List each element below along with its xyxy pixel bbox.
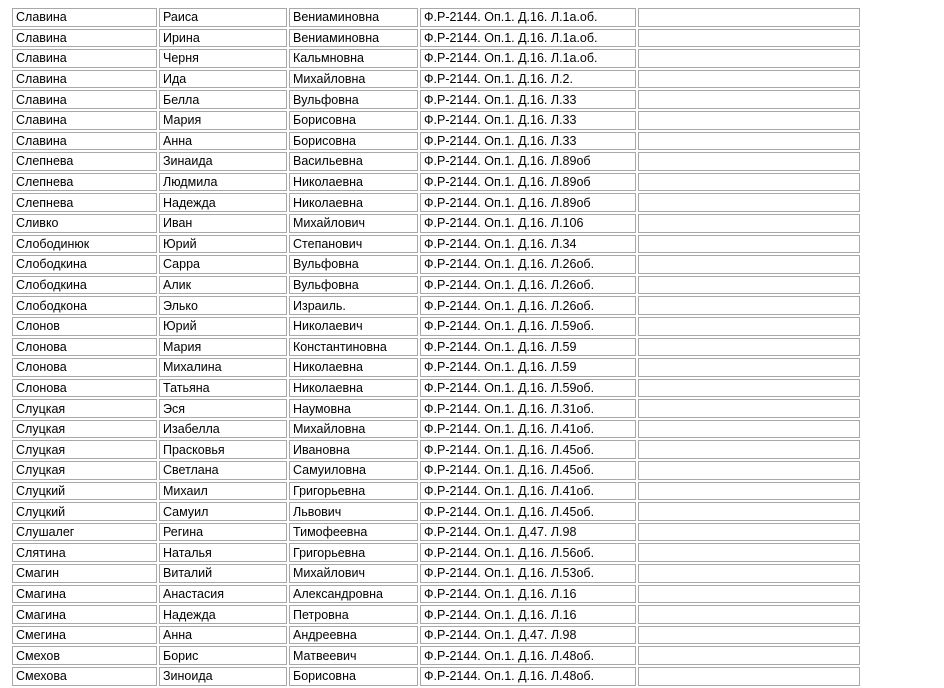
table-row xyxy=(12,379,860,398)
archive-reference-cell: Ф.Р-2144. Оп.1. Д.16. Л.33 xyxy=(420,90,636,109)
surname-cell: Славина xyxy=(12,29,157,48)
archive-reference-cell: Ф.Р-2144. Оп.1. Д.16. Л.45об. xyxy=(420,502,636,521)
surname-cell: Слонов xyxy=(12,317,157,336)
table-row xyxy=(12,276,860,295)
surname-cell: Славина xyxy=(12,8,157,27)
empty-cell xyxy=(638,193,860,212)
archive-reference-cell: Ф.Р-2144. Оп.1. Д.16. Л.33 xyxy=(420,111,636,130)
table-row xyxy=(12,338,860,357)
patronymic-cell: Вениаминовна xyxy=(289,8,418,27)
archive-reference-cell: Ф.Р-2144. Оп.1. Д.16. Л.89об xyxy=(420,193,636,212)
archive-reference-cell: Ф.Р-2144. Оп.1. Д.47. Л.98 xyxy=(420,626,636,645)
patronymic-cell: Константиновна xyxy=(289,338,418,357)
first-name-cell: Юрий xyxy=(159,317,287,336)
first-name-cell: Алик xyxy=(159,276,287,295)
first-name-cell: Виталий xyxy=(159,564,287,583)
first-name-cell: Черня xyxy=(159,49,287,68)
empty-cell xyxy=(638,132,860,151)
empty-cell xyxy=(638,420,860,439)
empty-cell xyxy=(638,235,860,254)
archive-reference-cell: Ф.Р-2144. Оп.1. Д.16. Л.59 xyxy=(420,338,636,357)
first-name-cell: Юрий xyxy=(159,235,287,254)
empty-cell xyxy=(638,8,860,27)
archive-reference-cell: Ф.Р-2144. Оп.1. Д.16. Л.59об. xyxy=(420,317,636,336)
surname-cell: Смагин xyxy=(12,564,157,583)
table-row xyxy=(12,214,860,233)
table-row xyxy=(12,420,860,439)
archive-reference-cell: Ф.Р-2144. Оп.1. Д.16. Л.1а.об. xyxy=(420,29,636,48)
first-name-cell: Самуил xyxy=(159,502,287,521)
empty-cell xyxy=(638,255,860,274)
archive-reference-cell: Ф.Р-2144. Оп.1. Д.16. Л.53об. xyxy=(420,564,636,583)
empty-cell xyxy=(638,29,860,48)
first-name-cell: Белла xyxy=(159,90,287,109)
table-row xyxy=(12,482,860,501)
empty-cell xyxy=(638,276,860,295)
table-row xyxy=(12,523,860,542)
patronymic-cell: Кальмновна xyxy=(289,49,418,68)
surname-cell: Славина xyxy=(12,111,157,130)
surname-cell: Слонова xyxy=(12,338,157,357)
empty-cell xyxy=(638,70,860,89)
empty-cell xyxy=(638,49,860,68)
surname-cell: Славина xyxy=(12,49,157,68)
surname-cell: Слуцкая xyxy=(12,440,157,459)
archive-reference-cell: Ф.Р-2144. Оп.1. Д.16. Л.16 xyxy=(420,585,636,604)
patronymic-cell: Михайлович xyxy=(289,564,418,583)
archive-reference-cell: Ф.Р-2144. Оп.1. Д.47. Л.98 xyxy=(420,523,636,542)
archive-reference-cell: Ф.Р-2144. Оп.1. Д.16. Л.26об. xyxy=(420,276,636,295)
archive-reference-cell: Ф.Р-2144. Оп.1. Д.16. Л.59об. xyxy=(420,379,636,398)
surname-cell: Смехов xyxy=(12,646,157,665)
patronymic-cell: Самуиловна xyxy=(289,461,418,480)
first-name-cell: Эся xyxy=(159,399,287,418)
empty-cell xyxy=(638,461,860,480)
first-name-cell: Борис xyxy=(159,646,287,665)
patronymic-cell: Васильевна xyxy=(289,152,418,171)
empty-cell xyxy=(638,111,860,130)
archive-reference-cell: Ф.Р-2144. Оп.1. Д.16. Л.41об. xyxy=(420,420,636,439)
table-row xyxy=(12,667,860,686)
empty-cell xyxy=(638,585,860,604)
archive-reference-cell: Ф.Р-2144. Оп.1. Д.16. Л.26об. xyxy=(420,255,636,274)
empty-cell xyxy=(638,646,860,665)
table-row xyxy=(12,193,860,212)
first-name-cell: Анастасия xyxy=(159,585,287,604)
patronymic-cell: Степанович xyxy=(289,235,418,254)
archive-reference-cell: Ф.Р-2144. Оп.1. Д.16. Л.41об. xyxy=(420,482,636,501)
empty-cell xyxy=(638,358,860,377)
surname-cell: Слуцкий xyxy=(12,482,157,501)
surname-cell: Славина xyxy=(12,132,157,151)
table-row xyxy=(12,173,860,192)
surname-cell: Слонова xyxy=(12,358,157,377)
empty-cell xyxy=(638,296,860,315)
surname-cell: Слуцкая xyxy=(12,399,157,418)
table-row xyxy=(12,70,860,89)
surname-cell: Слободкона xyxy=(12,296,157,315)
archive-reference-cell: Ф.Р-2144. Оп.1. Д.16. Л.34 xyxy=(420,235,636,254)
surname-cell: Смегина xyxy=(12,626,157,645)
table-row xyxy=(12,235,860,254)
first-name-cell: Людмила xyxy=(159,173,287,192)
table-row xyxy=(12,8,860,27)
patronymic-cell: Николаевна xyxy=(289,173,418,192)
surname-cell: Слепнева xyxy=(12,173,157,192)
surname-cell: Слонова xyxy=(12,379,157,398)
archive-reference-cell: Ф.Р-2144. Оп.1. Д.16. Л.48об. xyxy=(420,646,636,665)
empty-cell xyxy=(638,317,860,336)
table-row xyxy=(12,543,860,562)
first-name-cell: Мария xyxy=(159,111,287,130)
archive-reference-cell: Ф.Р-2144. Оп.1. Д.16. Л.2. xyxy=(420,70,636,89)
first-name-cell: Прасковья xyxy=(159,440,287,459)
first-name-cell: Зинаида xyxy=(159,152,287,171)
patronymic-cell: Ивановна xyxy=(289,440,418,459)
patronymic-cell: Наумовна xyxy=(289,399,418,418)
first-name-cell: Наталья xyxy=(159,543,287,562)
table-row xyxy=(12,296,860,315)
table-row xyxy=(12,440,860,459)
first-name-cell: Иван xyxy=(159,214,287,233)
empty-cell xyxy=(638,214,860,233)
patronymic-cell: Вениаминовна xyxy=(289,29,418,48)
table-row xyxy=(12,111,860,130)
patronymic-cell: Михайловна xyxy=(289,70,418,89)
table-row xyxy=(12,255,860,274)
empty-cell xyxy=(638,502,860,521)
records-table xyxy=(10,6,862,688)
surname-cell: Сливко xyxy=(12,214,157,233)
surname-cell: Славина xyxy=(12,70,157,89)
patronymic-cell: Израиль. xyxy=(289,296,418,315)
table-row xyxy=(12,132,860,151)
first-name-cell: Надежда xyxy=(159,605,287,624)
patronymic-cell: Михайловна xyxy=(289,420,418,439)
table-row xyxy=(12,605,860,624)
patronymic-cell: Андреевна xyxy=(289,626,418,645)
patronymic-cell: Александровна xyxy=(289,585,418,604)
patronymic-cell: Вульфовна xyxy=(289,90,418,109)
surname-cell: Смехова xyxy=(12,667,157,686)
table-row xyxy=(12,29,860,48)
table-row xyxy=(12,399,860,418)
first-name-cell: Михаил xyxy=(159,482,287,501)
table-row xyxy=(12,626,860,645)
first-name-cell: Надежда xyxy=(159,193,287,212)
first-name-cell: Ида xyxy=(159,70,287,89)
surname-cell: Слушалег xyxy=(12,523,157,542)
archive-reference-cell: Ф.Р-2144. Оп.1. Д.16. Л.59 xyxy=(420,358,636,377)
patronymic-cell: Львович xyxy=(289,502,418,521)
patronymic-cell: Николаевна xyxy=(289,193,418,212)
empty-cell xyxy=(638,626,860,645)
table-row xyxy=(12,317,860,336)
patronymic-cell: Николаевна xyxy=(289,379,418,398)
first-name-cell: Раиса xyxy=(159,8,287,27)
patronymic-cell: Борисовна xyxy=(289,667,418,686)
archive-reference-cell: Ф.Р-2144. Оп.1. Д.16. Л.89об xyxy=(420,173,636,192)
records-table-body xyxy=(12,8,860,686)
surname-cell: Слепнева xyxy=(12,152,157,171)
archive-reference-cell: Ф.Р-2144. Оп.1. Д.16. Л.31об. xyxy=(420,399,636,418)
empty-cell xyxy=(638,440,860,459)
archive-reference-cell: Ф.Р-2144. Оп.1. Д.16. Л.48об. xyxy=(420,667,636,686)
empty-cell xyxy=(638,152,860,171)
empty-cell xyxy=(638,482,860,501)
patronymic-cell: Григорьевна xyxy=(289,543,418,562)
empty-cell xyxy=(638,543,860,562)
first-name-cell: Светлана xyxy=(159,461,287,480)
patronymic-cell: Григорьевна xyxy=(289,482,418,501)
surname-cell: Слятина xyxy=(12,543,157,562)
archive-reference-cell: Ф.Р-2144. Оп.1. Д.16. Л.33 xyxy=(420,132,636,151)
surname-cell: Смагина xyxy=(12,605,157,624)
empty-cell xyxy=(638,338,860,357)
archive-reference-cell: Ф.Р-2144. Оп.1. Д.16. Л.1а.об. xyxy=(420,8,636,27)
table-row xyxy=(12,152,860,171)
patronymic-cell: Борисовна xyxy=(289,132,418,151)
first-name-cell: Изабелла xyxy=(159,420,287,439)
archive-reference-cell: Ф.Р-2144. Оп.1. Д.16. Л.16 xyxy=(420,605,636,624)
table-row xyxy=(12,646,860,665)
first-name-cell: Регина xyxy=(159,523,287,542)
patronymic-cell: Николаевна xyxy=(289,358,418,377)
archive-reference-cell: Ф.Р-2144. Оп.1. Д.16. Л.106 xyxy=(420,214,636,233)
empty-cell xyxy=(638,667,860,686)
empty-cell xyxy=(638,605,860,624)
first-name-cell: Сарра xyxy=(159,255,287,274)
first-name-cell: Ирина xyxy=(159,29,287,48)
table-row xyxy=(12,585,860,604)
first-name-cell: Мария xyxy=(159,338,287,357)
first-name-cell: Элько xyxy=(159,296,287,315)
patronymic-cell: Вульфовна xyxy=(289,276,418,295)
patronymic-cell: Борисовна xyxy=(289,111,418,130)
surname-cell: Слободкина xyxy=(12,276,157,295)
archive-reference-cell: Ф.Р-2144. Оп.1. Д.16. Л.89об xyxy=(420,152,636,171)
table-row xyxy=(12,461,860,480)
archive-reference-cell: Ф.Р-2144. Оп.1. Д.16. Л.26об. xyxy=(420,296,636,315)
patronymic-cell: Тимофеевна xyxy=(289,523,418,542)
empty-cell xyxy=(638,90,860,109)
archive-reference-cell: Ф.Р-2144. Оп.1. Д.16. Л.1а.об. xyxy=(420,49,636,68)
first-name-cell: Татьяна xyxy=(159,379,287,398)
table-row xyxy=(12,564,860,583)
table-row xyxy=(12,49,860,68)
surname-cell: Слободкина xyxy=(12,255,157,274)
table-row xyxy=(12,358,860,377)
table-row xyxy=(12,90,860,109)
archive-reference-cell: Ф.Р-2144. Оп.1. Д.16. Л.45об. xyxy=(420,440,636,459)
surname-cell: Славина xyxy=(12,90,157,109)
first-name-cell: Зиноида xyxy=(159,667,287,686)
first-name-cell: Анна xyxy=(159,132,287,151)
first-name-cell: Анна xyxy=(159,626,287,645)
archive-reference-cell: Ф.Р-2144. Оп.1. Д.16. Л.45об. xyxy=(420,461,636,480)
surname-cell: Смагина xyxy=(12,585,157,604)
patronymic-cell: Матвеевич xyxy=(289,646,418,665)
empty-cell xyxy=(638,564,860,583)
empty-cell xyxy=(638,379,860,398)
patronymic-cell: Вульфовна xyxy=(289,255,418,274)
first-name-cell: Михалина xyxy=(159,358,287,377)
surname-cell: Слободинюк xyxy=(12,235,157,254)
empty-cell xyxy=(638,173,860,192)
surname-cell: Слепнева xyxy=(12,193,157,212)
patronymic-cell: Петровна xyxy=(289,605,418,624)
empty-cell xyxy=(638,399,860,418)
archive-reference-cell: Ф.Р-2144. Оп.1. Д.16. Л.56об. xyxy=(420,543,636,562)
surname-cell: Слуцкий xyxy=(12,502,157,521)
table-row xyxy=(12,502,860,521)
surname-cell: Слуцкая xyxy=(12,420,157,439)
patronymic-cell: Николаевич xyxy=(289,317,418,336)
patronymic-cell: Михайлович xyxy=(289,214,418,233)
empty-cell xyxy=(638,523,860,542)
surname-cell: Слуцкая xyxy=(12,461,157,480)
